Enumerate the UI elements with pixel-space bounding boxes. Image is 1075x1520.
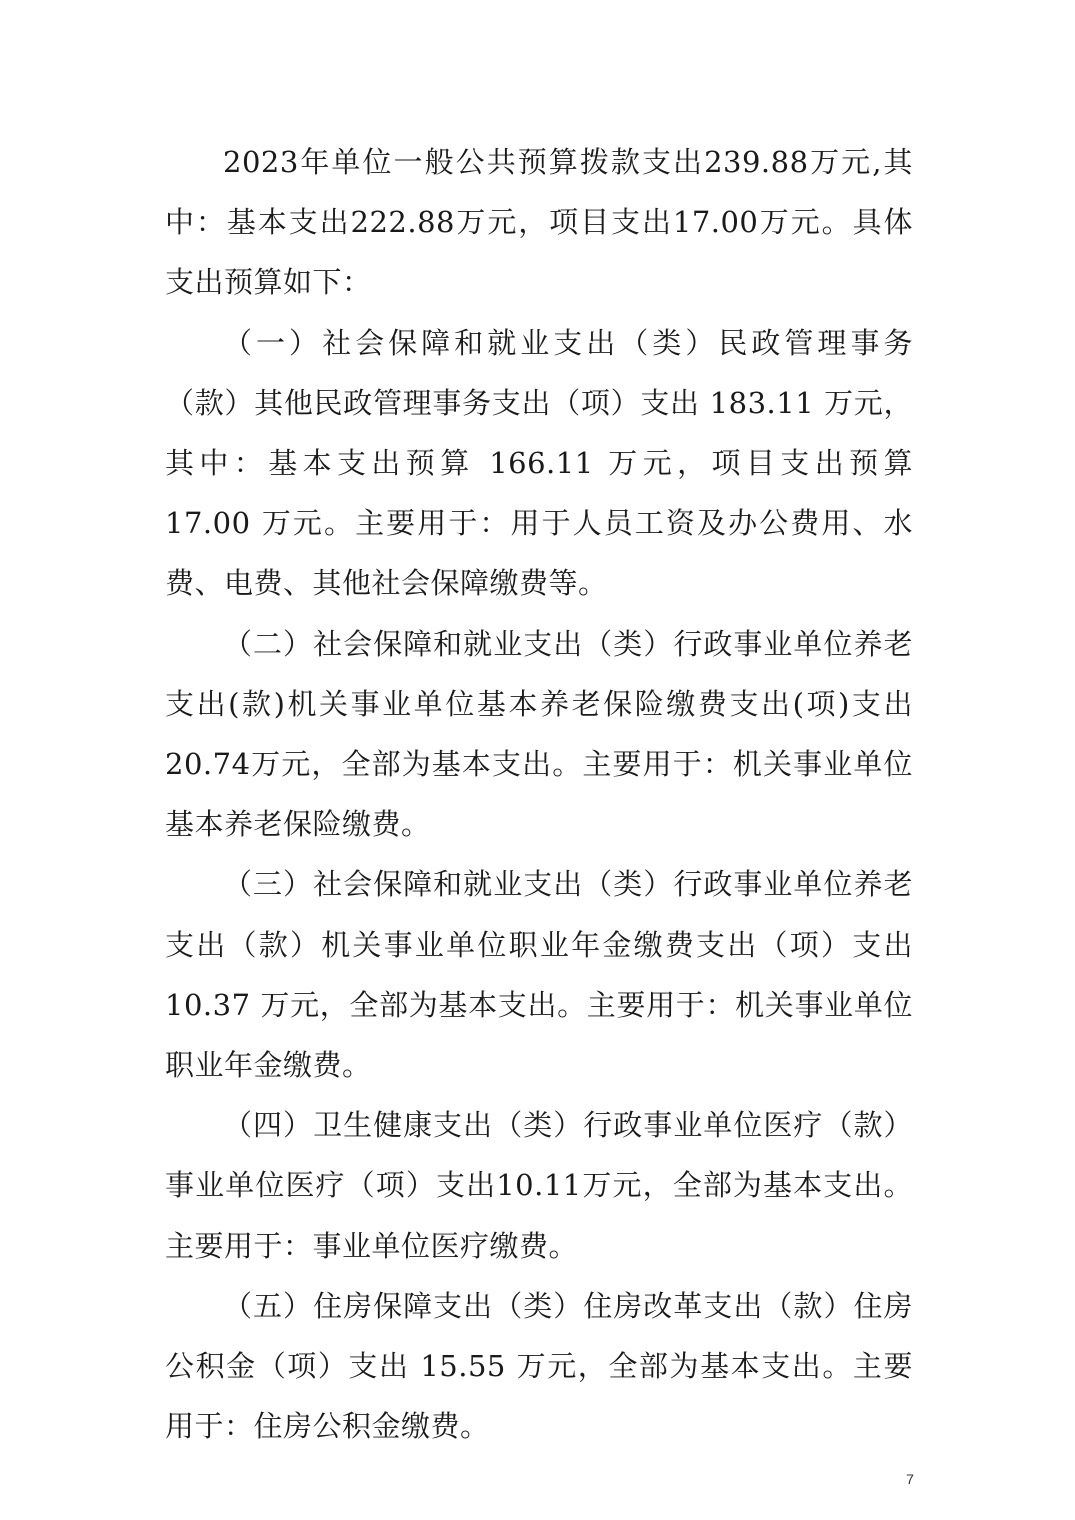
paragraph-item-1: （一）社会保障和就业支出（类）民政管理事务（款）其他民政管理事务支出（项）支出 183.11 万元，其中：基本支出预算 166.11 万元，项目支出预算 17.00 万元。主要用于：用于人员工资及办公费用、水费、电费、其他社会保障缴费等。 <box>165 325 913 601</box>
paragraph-item-2: （二）社会保障和就业支出（类）行政事业单位养老支出(款)机关事业单位基本养老保险缴费支出(项)支出20.74万元，全部为基本支出。主要用于：机关事业单位基本养老保险缴费。 <box>165 626 913 842</box>
paragraph-item-3: （三）社会保障和就业支出（类）行政事业单位养老支出（款）机关事业单位职业年金缴费支出（项）支出 10.37 万元，全部为基本支出。主要用于：机关事业单位职业年金缴费。 <box>165 867 913 1083</box>
paragraph-item-5: （五）住房保障支出（类）住房改革支出（款）住房公积金（项）支出 15.55 万元，全部为基本支出。主要用于：住房公积金缴费。 <box>165 1288 913 1444</box>
paragraph-intro: 2023年单位一般公共预算拨款支出239.88万元,其中：基本支出222.88万元，项目支出17.00万元。具体支出预算如下： <box>165 145 913 300</box>
page-number: 7 <box>906 1471 914 1487</box>
document-body <box>165 132 913 1456</box>
paragraph-item-4: （四）卫生健康支出（类）行政事业单位医疗（款）事业单位医疗（项）支出10.11万元，全部为基本支出。主要用于：事业单位医疗缴费。 <box>165 1108 913 1263</box>
